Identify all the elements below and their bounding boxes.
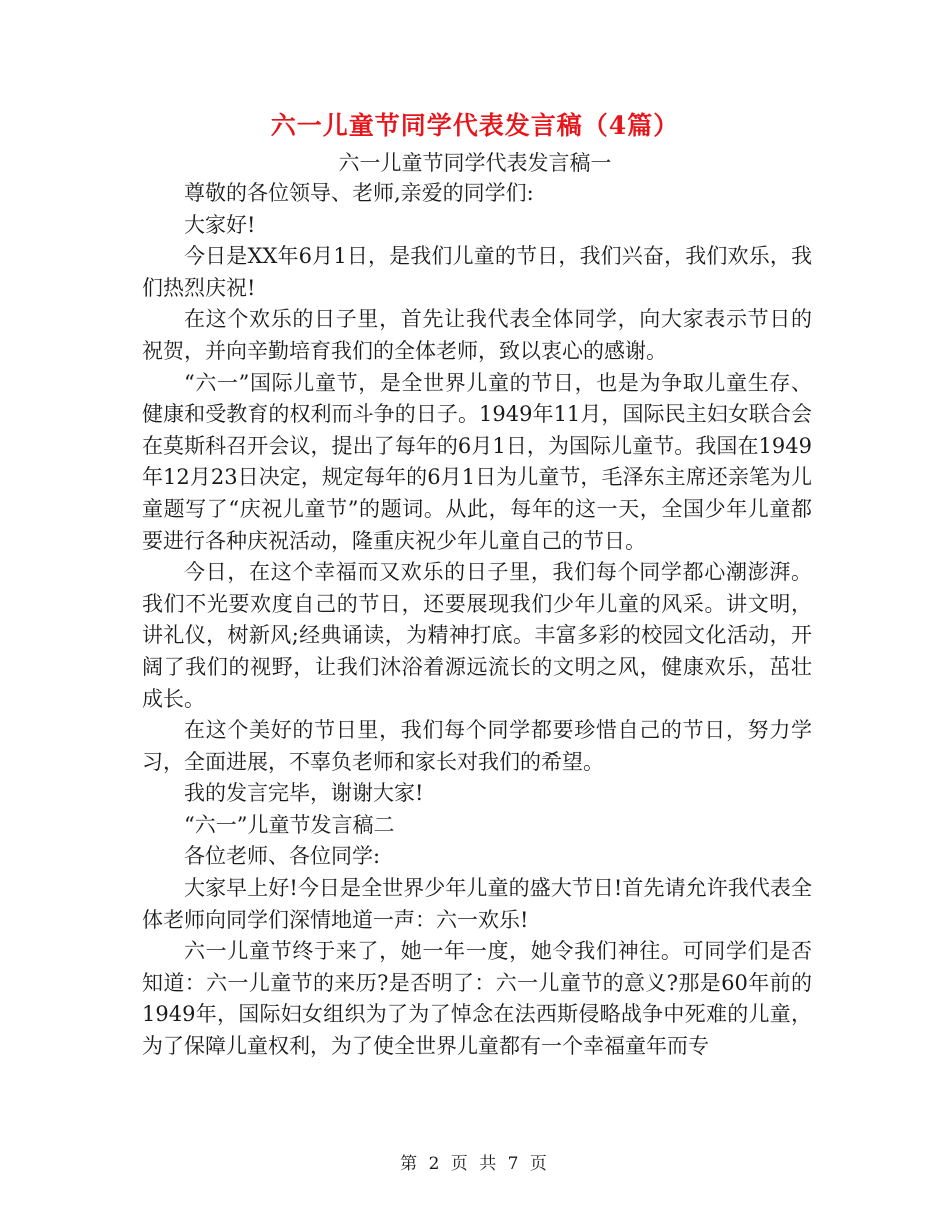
paragraph: 大家好!: [184, 212, 256, 237]
paragraph: 在这个美好的节日里，我们每个同学都要珍惜自己的节日，努力学习，全面进展，不辜负老师和家长对我们的希望。: [142, 718, 812, 774]
paragraph: 尊敬的各位领导、老师,亲爱的同学们:: [184, 181, 534, 205]
paragraph: 各位老师、各位同学:: [184, 844, 381, 869]
paragraph: “六一”国际儿童节，是全世界儿童的节日，也是为争取儿童生存、健康和受教育的权利而斗争的日子。1949年11月，国际民主妇女联合会在莫斯科召开会议，提出了每年的6月1日，为国际儿童节。我国在1949年12月23日决定，规定每年的6月1日为儿童节，毛泽东主席还亲笔为儿童题写了“庆祝儿童节”的题词。从此，每年的这一天，全国少年儿童都要进行各种庆祝活动，隆重庆祝少年儿童自己的节日。: [142, 370, 812, 553]
paragraph: 今日是XX年6月1日，是我们儿童的节日，我们兴奋，我们欢乐，我们热烈庆祝!: [142, 244, 812, 300]
paragraph: 大家早上好!今日是全世界少年儿童的盛大节日!首先请允许我代表全体老师向同学们深情地道一声：六一欢乐!: [142, 876, 812, 932]
document-body: [142, 178, 812, 1063]
document-title: 六一儿童节同学代表发言稿（4篇）: [270, 111, 680, 140]
page-number: 第 2 页 共 7 页: [400, 1154, 550, 1174]
paragraph: 我的发言完毕，谢谢大家!: [184, 781, 424, 806]
document-subtitle: 六一儿童节同学代表发言稿一: [338, 151, 612, 175]
paragraph: 在这个欢乐的日子里，首先让我代表全体同学，向大家表示节日的祝贺，并向辛勤培育我们的全体老师，致以衷心的感谢。: [142, 307, 812, 363]
section-heading: “六一”儿童节发言稿二: [184, 812, 395, 837]
paragraph: 今日，在这个幸福而又欢乐的日子里，我们每个同学都心潮澎湃。我们不光要欢度自己的节日，还要展现我们少年儿童的风采。讲文明，讲礼仪，树新风;经典诵读，为精神打底。丰富多彩的校园文化活动，开阔了我们的视野，让我们沐浴着源远流长的文明之风，健康欢乐，茁壮成长。: [142, 560, 812, 711]
paragraph: 六一儿童节终于来了，她一年一度，她令我们神往。可同学们是否知道：六一儿童节的来历?是否明了：六一儿童节的意义?那是60年前的1949年，国际妇女组织为了为了悼念在法西斯侵略战争中死难的儿童，为了保障儿童权利，为了使全世界儿童都有一个幸福童年而专: [142, 939, 812, 1059]
